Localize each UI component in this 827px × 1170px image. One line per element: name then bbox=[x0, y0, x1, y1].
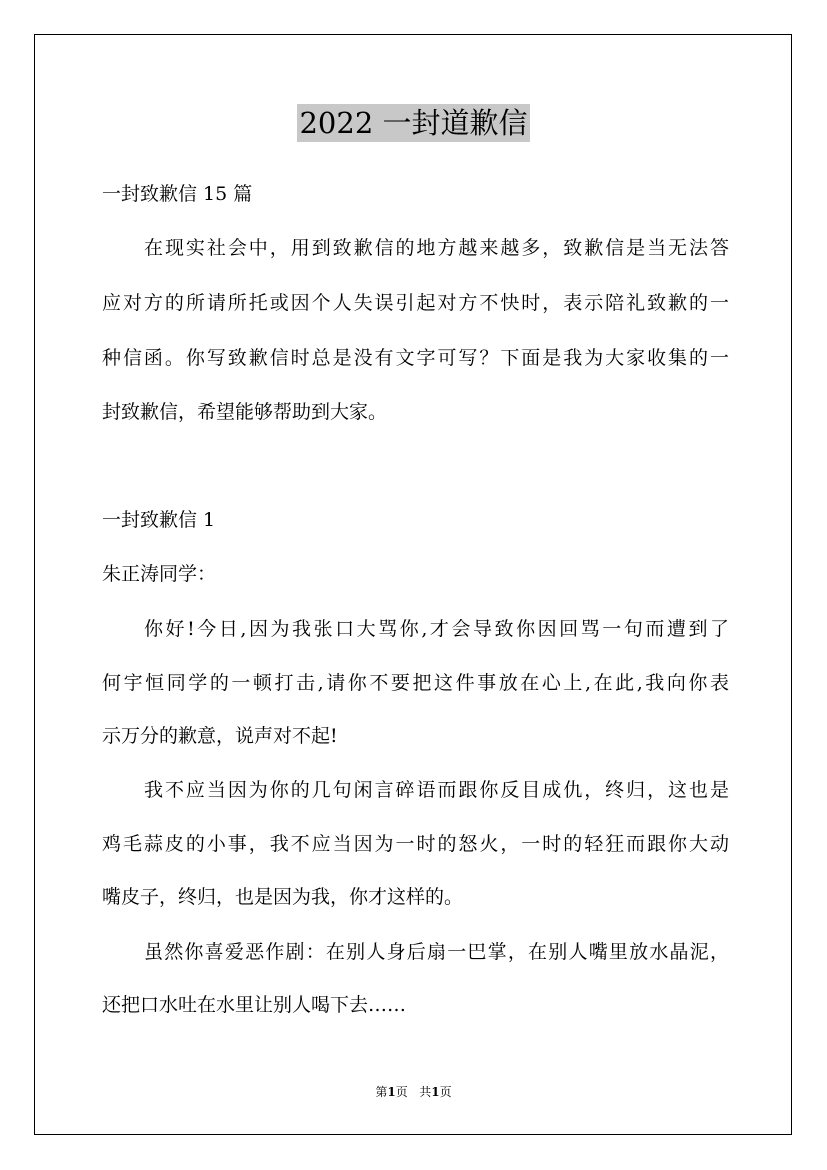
intro-line-1: 在现实社会中，用到致歉信的地方越来越多，致歉信是当无法答 bbox=[144, 237, 729, 259]
para2-line-3: 嘴皮子，终归，也是因为我，你才这样的。 bbox=[102, 886, 464, 908]
footer-page-current: 1 bbox=[387, 1085, 396, 1099]
footer-page-prefix: 第 bbox=[375, 1085, 388, 1099]
document-subtitle: 一封致歉信 15 篇 bbox=[102, 183, 253, 205]
page-footer bbox=[0, 1084, 827, 1100]
para1-line-1: 你好!今日,因为我张口大骂你,才会导致你因回骂一句而遭到了 bbox=[144, 618, 729, 640]
salutation: 朱正涛同学： bbox=[102, 563, 217, 585]
document-title: 2022 一封道歉信 bbox=[299, 106, 528, 140]
para1-line-2: 何宇恒同学的一顿打击,请你不要把这件事放在心上,在此,我向你表 bbox=[102, 672, 729, 694]
para2-line-2: 鸡毛蒜皮的小事，我不应当因为一时的怒火，一时的轻狂而跟你大动 bbox=[102, 833, 729, 855]
intro-line-2: 应对方的所请所托或因个人失误引起对方不快时，表示陪礼致歉的一 bbox=[102, 292, 729, 314]
para2-line-1: 我不应当因为你的几句闲言碎语而跟你反目成仇，终归，这也是 bbox=[144, 779, 729, 801]
para3-line-1: 虽然你喜爱恶作剧：在别人身后扇一巴掌，在别人嘴里放水晶泥， bbox=[144, 941, 729, 963]
section-heading: 一封致歉信 1 bbox=[102, 509, 216, 531]
footer-page-mid: 页 共 bbox=[395, 1085, 432, 1099]
para3-line-2: 还把口水吐在水里让别人喝下去…… bbox=[102, 994, 407, 1016]
para1-line-3: 示万分的歉意，说声对不起! bbox=[102, 725, 338, 747]
intro-line-4: 封致歉信，希望能够帮助到大家。 bbox=[102, 401, 388, 423]
title-container bbox=[0, 104, 827, 142]
footer-page-suffix: 页 bbox=[439, 1085, 452, 1099]
intro-line-3: 种信函。你写致歉信时总是没有文字可写？下面是我为大家收集的一 bbox=[102, 347, 729, 369]
footer-page-total: 1 bbox=[431, 1085, 440, 1099]
